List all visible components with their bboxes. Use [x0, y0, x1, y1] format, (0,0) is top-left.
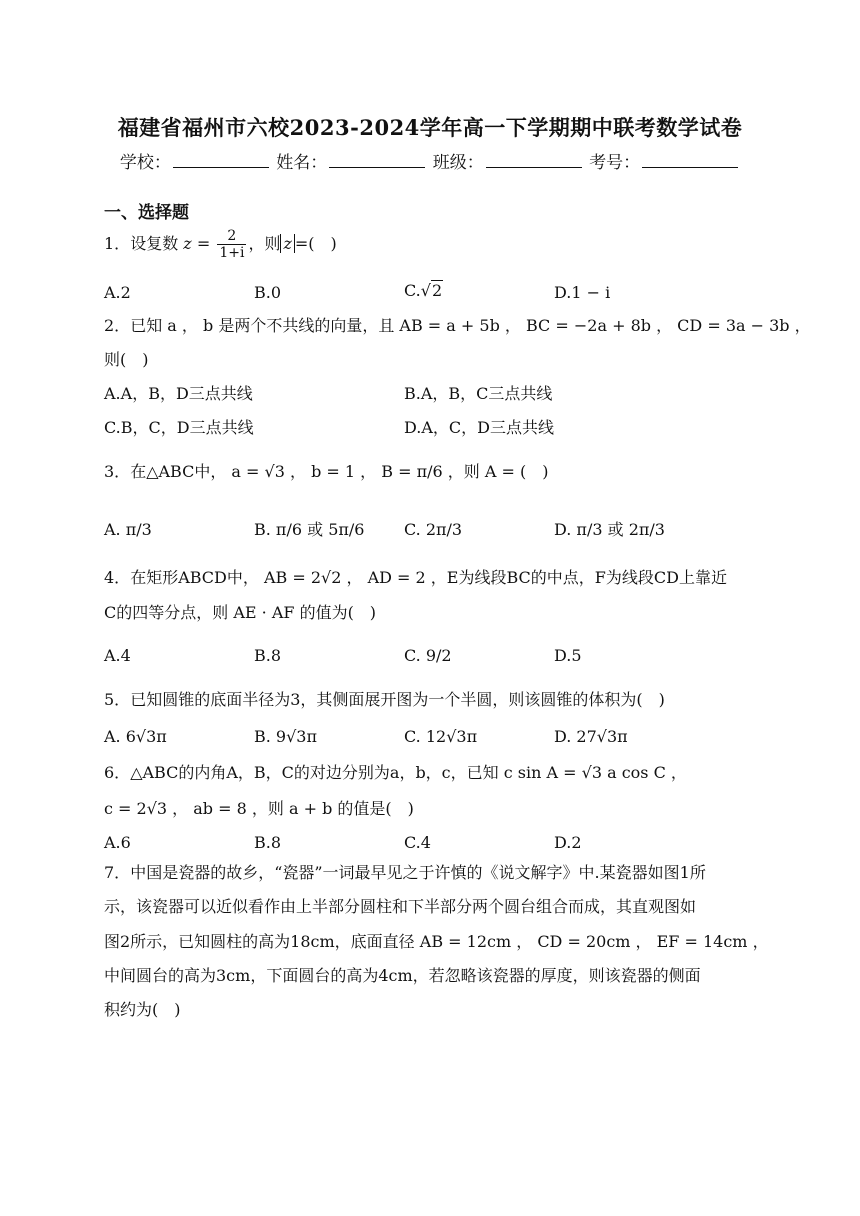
- q4-line2: C的四等分点，则 AE · AF 的值为( ): [104, 603, 377, 622]
- name-label: 姓名：: [276, 153, 328, 173]
- q3-option-d[interactable]: D. π/3 或 2π/3: [554, 520, 665, 539]
- q5-number: 5．: [104, 690, 131, 709]
- q4-line1: 在矩形ABCD中， AB = 2√2 ， AD = 2 ，E为线段BC的中点，F为线段CD上靠近: [130, 568, 727, 587]
- q1-option-c-label: C.: [404, 281, 421, 300]
- q1-option-a[interactable]: A.2: [104, 283, 131, 302]
- q2-line2: 则( ): [104, 350, 149, 369]
- class-blank[interactable]: [486, 151, 582, 168]
- q1-option-c[interactable]: C.√2: [404, 281, 443, 300]
- q5-stem-text: 已知圆锥的底面半径为3，其侧面展开图为一个半圆，则该圆锥的体积为( ): [130, 690, 665, 709]
- q7-line3: 图2所示，已知圆柱的高为18cm，底面直径 AB = 12cm ， CD = 20cm ， EF = 14cm ，: [104, 932, 769, 951]
- q7-line4: 中间圆台的高为3cm，下面圆台的高为4cm，若忽略该瓷器的厚度，则该瓷器的侧面: [104, 966, 701, 985]
- q7-line5: 积约为( ): [104, 1000, 181, 1019]
- q4-option-b[interactable]: B.8: [254, 646, 282, 665]
- q4-option-d[interactable]: D.5: [554, 646, 582, 665]
- q1-stem-c: =( ): [294, 234, 337, 253]
- q7-line2: 示，该瓷器可以近似看作由上半部分圆柱和下半部分两个圆台组合而成，其直观图如: [104, 897, 697, 916]
- q1-stem-a: 设复数: [130, 234, 179, 253]
- q4-option-c[interactable]: C. 9/2: [404, 646, 452, 665]
- q7-line1-text: 中国是瓷器的故乡，“瓷器”一词最早见之于许慎的《说文解字》中.某瓷器如图1所: [130, 863, 706, 882]
- q3-number: 3．: [104, 462, 131, 481]
- q3-option-c[interactable]: C. 2π/3: [404, 520, 463, 539]
- exam-no-label: 考号：: [589, 153, 641, 173]
- q1-number: 1．: [104, 234, 131, 253]
- q4-number: 4．: [104, 568, 131, 587]
- q4-stem: [104, 568, 727, 588]
- q2-option-b[interactable]: B.A，B，C三点共线: [404, 384, 553, 403]
- exam-no-blank[interactable]: [642, 151, 738, 168]
- q6-option-b[interactable]: B.8: [254, 833, 282, 852]
- school-label: 学校：: [119, 153, 171, 173]
- q3-option-a[interactable]: A. π/3: [104, 520, 152, 539]
- q7-number: 7．: [104, 863, 131, 882]
- q6-option-a[interactable]: A.6: [104, 833, 131, 852]
- q1-option-d[interactable]: D.1 − i: [554, 283, 611, 302]
- q5-option-c[interactable]: C. 12√3π: [404, 727, 478, 746]
- q5-option-a[interactable]: A. 6√3π: [104, 727, 167, 746]
- section-title: 一、选择题: [104, 203, 189, 223]
- q1-frac-num: 2: [217, 228, 246, 245]
- q6-number: 6．: [104, 763, 131, 782]
- q1-fraction: [217, 228, 246, 261]
- q6-option-d[interactable]: D.2: [554, 833, 582, 852]
- q6-stem: [104, 763, 687, 783]
- q5-option-b[interactable]: B. 9√3π: [254, 727, 317, 746]
- q1-stem: 1．设复数 z = $\frac{2}{1+i}$ ，则 z =( ): [104, 228, 337, 261]
- q1-frac-den: 1+i: [219, 245, 245, 261]
- q6-line2: c = 2√3 ， ab = 8 ，则 a + b 的值是( ): [104, 799, 414, 818]
- class-label: 班级：: [432, 153, 484, 173]
- q5-option-d[interactable]: D. 27√3π: [554, 727, 628, 746]
- q5-stem: [104, 690, 665, 710]
- q2-stem: [104, 316, 811, 336]
- q7-line1: [104, 863, 764, 883]
- school-blank[interactable]: [173, 151, 269, 168]
- q3-option-b[interactable]: B. π/6 或 5π/6: [254, 520, 365, 539]
- q2-option-a[interactable]: A.A，B，D三点共线: [104, 384, 253, 403]
- q1-option-c-value: 2: [431, 281, 443, 300]
- q2-line1: 已知 a ， b 是两个不共线的向量，且 AB = a + 5b ， BC = −2a + 8b ， CD = 3a − 3b ，: [130, 316, 811, 335]
- exam-title: 福建省福州市六校2023-2024学年高一下学期期中联考数学试卷: [117, 115, 743, 140]
- q2-number: 2．: [104, 316, 131, 335]
- q3-stem: [104, 462, 548, 482]
- q3-stem-text: 在△ABC中， a = √3 ， b = 1 ， B = π/6 ，则 A = ( ): [130, 462, 549, 481]
- q6-option-c[interactable]: C.4: [404, 833, 431, 852]
- q2-option-d[interactable]: D.A，C，D三点共线: [404, 418, 554, 437]
- q2-option-c[interactable]: C.B，C，D三点共线: [104, 418, 254, 437]
- q1-stem-b: ，则: [248, 234, 281, 253]
- q4-option-a[interactable]: A.4: [104, 646, 131, 665]
- student-info-row: [0, 148, 860, 173]
- q1-option-b[interactable]: B.0: [254, 283, 282, 302]
- name-blank[interactable]: [329, 151, 425, 168]
- q6-line1: △ABC的内角A，B，C的对边分别为a，b，c，已知 c sin A = √3 a cos C ，: [130, 763, 687, 782]
